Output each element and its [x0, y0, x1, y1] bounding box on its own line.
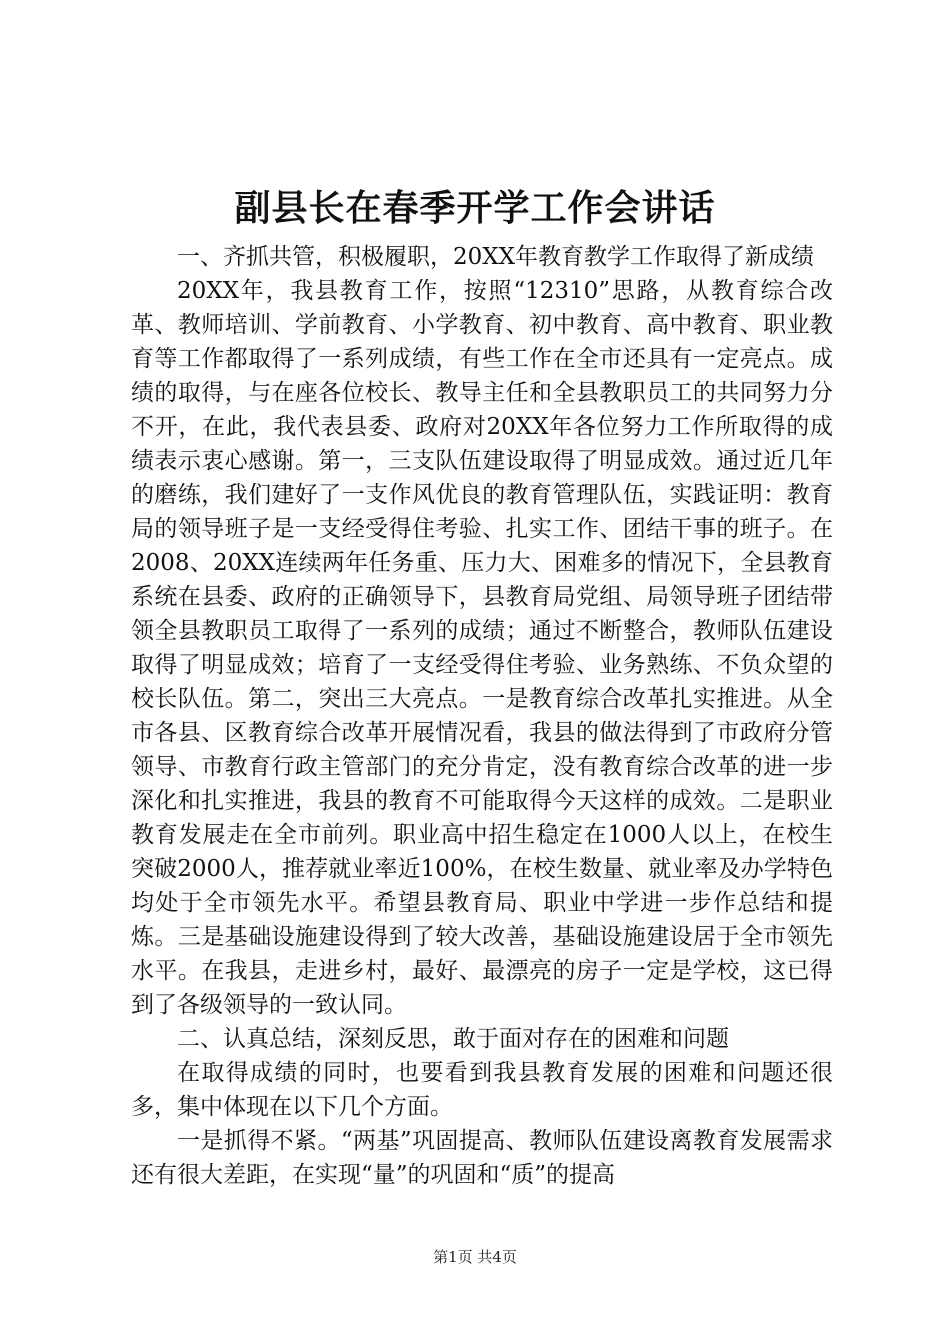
paragraph-problem-1: 一是抓得不紧。“两基”巩固提高、教师队伍建设离教育发展需求还有很大差距，在实现“量”的巩固和“质”的提高 [131, 1128, 833, 1188]
document-body [131, 240, 833, 1192]
paragraph-problems-intro: 在取得成绩的同时，也要看到我县教育发展的困难和问题还很多，集中体现在以下几个方面。 [131, 1060, 833, 1120]
page-number-footer: 第1页 共4页 [433, 1248, 517, 1266]
section-heading-1: 一、齐抓共管，积极履职，20XX年教育教学工作取得了新成绩 [177, 244, 815, 270]
paragraph-achievements: 20XX年，我县教育工作，按照“12310”思路，从教育综合改革、教师培训、学前教育、小学教育、初中教育、高中教育、职业教育等工作都取得了一系列成绩，有些工作在全市还具有一定亮点。成绩的取得，与在座各位校长、教导主任和全县教职员工的共同努力分不开，在此，我代表县委、政府对20XX年各位努力工作所取得的成绩表示衷心感谢。第一，三支队伍建设取得了明显成效。通过近几年的磨练，我们建好了一支作风优良的教育管理队伍，实践证明：教育局的领导班子是一支经受得住考验、扎实工作、团结干事的班子。在2008、20XX连续两年任务重、压力大、困难多的情况下，全县教育系统在县委、政府的正确领导下，县教育局党组、局领导班子团结带领全县教职员工取得了一系列的成绩；通过不断整合，教师队伍建设取得了明显成效；培育了一支经受得住考验、业务熟练、不负众望的校长队伍。第二，突出三大亮点。一是教育综合改革扎实推进。从全市各县、区教育综合改革开展情况看，我县的做法得到了市政府分管领导、市教育行政主管部门的充分肯定，没有教育综合改革的进一步深化和扎实推进，我县的教育不可能取得今天这样的成效。二是职业教育发展走在全市前列。职业高中招生稳定在1000人以上，在校生突破2000人，推荐就业率近100%，在校生数量、就业率及办学特色均处于全市领先水平。希望县教育局、职业中学进一步作总结和提炼。三是基础设施建设得到了较大改善，基础设施建设居于全市领先水平。在我县，走进乡村，最好、最漂亮的房子一定是学校，这已得到了各级领导的一致认同。 [131, 278, 833, 1018]
document-title: 副县长在春季开学工作会讲话 [234, 187, 716, 229]
section-heading-2: 二、认真总结，深刻反思，敢于面对存在的困难和问题 [177, 1026, 729, 1052]
